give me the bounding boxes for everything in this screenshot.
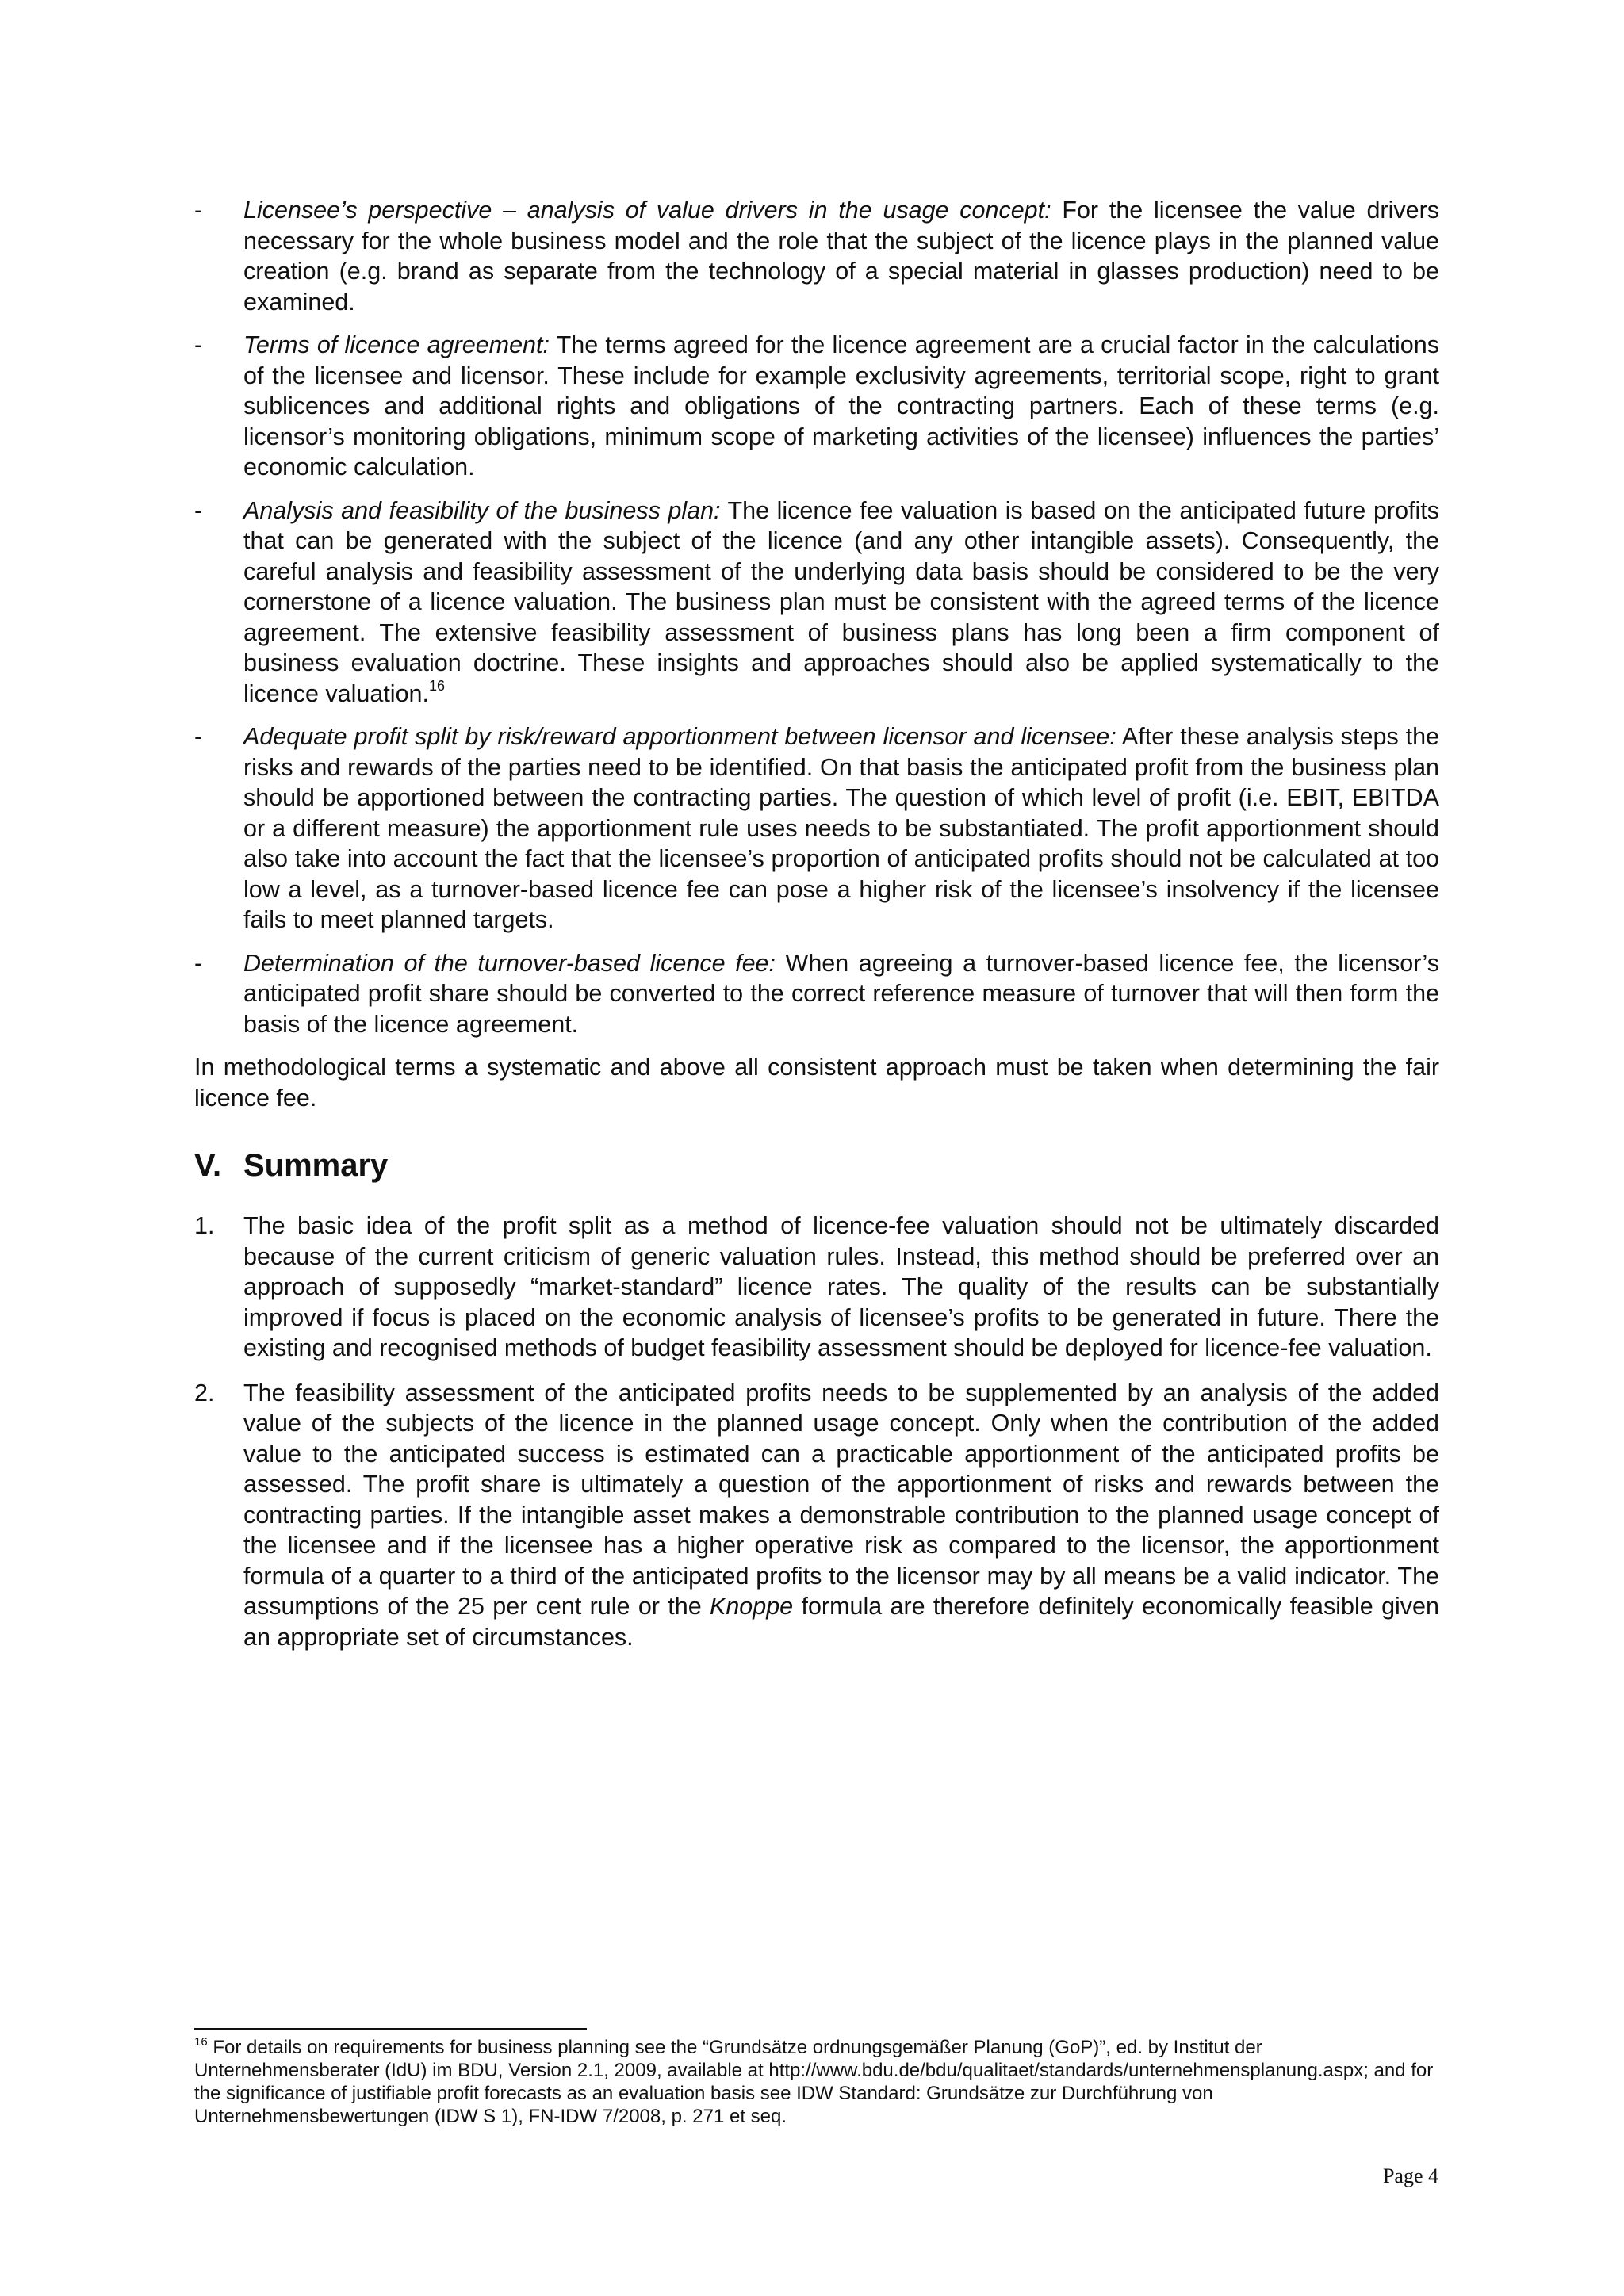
bullet-text: The licence fee valuation is based on the anticipated future profits that can be generated with the subject of the licence (and any other intangible assets). Consequently, the careful analysis and feasibility assessment of the underlying data basis should be considered to be the very cornerstone of a licence valuation. The business plan must be consistent with the agreed terms of the licence agreement. The extensive feasibility assessment of business plans has long been a firm component of business evaluation doctrine. These insights and approaches should also be applied systematically to the licence valuation. [243,496,1440,707]
footnote-separator [194,2028,587,2030]
bullet-text: After these analysis steps the risks and rewards of the parties need to be identified. On that basis the anticipated profit from the business plan should be apportioned between the contracting parties. The question of which level of profit (i.e. EBIT, EBITDA or a different measure) the apportionment rule uses needs to be substantiated. The profit apportionment should also take into account the fact that the licensee’s proportion of anticipated profits should not be calculated at too low a level, as a turnover-based licence fee can pose a higher risk of the licensee’s insolvency if the licensee fails to meet planned targets. [243,723,1439,933]
summary-item-text: The basic idea of the profit split as a method of licence-fee valuation should not be ultimately discarded because of the current criticism of generic valuation rules. Instead, this method should be preferred over an approach of supposedly “market-standard” licence rates. The quality of the results can be substantially improved if focus is placed on the economic analysis of licensee’s profits to be generated in future. There the existing and recognised methods of budget feasibility assessment should be deployed for licence-fee valuation. [243,1212,1439,1361]
footnote-reference[interactable]: 16 [428,677,446,694]
bullet-text: For the licensee the value drivers necessary for the whole business model and the role that the subject of the licence plays in the planned value creation (e.g. brand as separate from the technology of a special material in glasses production) need to be examined. [243,197,1439,316]
summary-item-italic: Knoppe [709,1593,794,1620]
bullet-marker: - [194,723,203,750]
bullet-lead: Licensee’s perspective – analysis of value drivers in the usage concept: [243,197,1051,224]
footnote [194,2036,1447,2128]
bullet-marker: - [194,197,203,224]
section-title: Summary [243,1148,389,1183]
bullet-lead: Determination of the turnover-based licence fee: [243,949,776,977]
bullet-marker: - [194,949,203,977]
page-content [194,195,1439,1667]
bullet-text: When agreeing a turnover-based licence fee, the licensor’s anticipated profit share should be converted to the correct reference measure of turnover that will then form the basis of the licence agreement. [243,949,1439,1038]
bullet-terms-of-agreement [194,330,1439,483]
bullet-turnover-fee [194,948,1439,1040]
bullet-lead: Adequate profit split by risk/reward apportionment between licensor and licensee: [243,723,1116,750]
summary-item-2 [194,1378,1439,1653]
bullet-profit-split [194,721,1439,936]
summary-item-text: The feasibility assessment of the anticipated profits needs to be supplemented by an analysis of the added value of the subjects of the licence in the planned usage concept. Only when the contribution of the added value to the anticipated success is estimated can a practicable apportionment of the anticipated profits be assessed. The profit share is ultimately a question of the apportionment of risks and rewards between the contracting parties. If the intangible asset makes a demonstrable contribution to the planned usage concept of the licensee and if the licensee has a higher operative risk as compared to the licensor, the apportionment formula of a quarter to a third of the anticipated profits to the licensor may by all means be a valid indicator. The assumptions of the 25 per cent rule or the [243,1379,1439,1620]
page-number: Page 4 [1382,2164,1438,2187]
summary-item-number: 1. [194,1212,215,1239]
summary-item-1 [194,1211,1439,1364]
bullet-business-plan [194,496,1439,710]
bullet-lead: Terms of licence agreement: [243,331,550,358]
closing-paragraph: In methodological terms a systematic and above all consistent approach must be taken when determining the fair licence fee. [194,1054,1439,1112]
summary-item-text-after: formula are therefore definitely economically feasible given an appropriate set of circumstances. [243,1593,1439,1651]
footnote-number: 16 [194,2035,208,2049]
footnote-text: For details on requirements for business planning see the “Grundsätze ordnungsgemäßer Planung (GoP)”, ed. by Institut der Unternehmensberater (IdU) im BDU, Version 2.1, 2009, available at http://www.bdu.de/bdu/qualitaet/standards/unternehmensplanung.aspx; and for the significance of justifiable profit forecasts as an evaluation basis see IDW Standard: Grundsätze zur Durchführung von Unternehmensbewertungen (IDW S 1), FN-IDW 7/2008, p. 271 et seq. [194,2037,1434,2127]
summary-item-number: 2. [194,1379,215,1406]
bullet-lead: Analysis and feasibility of the business plan: [243,496,721,524]
section-heading [194,1148,1439,1184]
bullet-marker: - [194,496,203,524]
bullet-licensee-perspective [194,195,1439,317]
section-number: V. [194,1148,222,1183]
bullet-text: The terms agreed for the licence agreement are a crucial factor in the calculations of the licensee and licensor. These include for example exclusivity agreements, territorial scope, right to grant sublicences and additional rights and obligations of the contracting partners. Each of these terms (e.g. licensor’s monitoring obligations, minimum scope of marketing activities of the licensee) influences the parties’ economic calculation. [243,331,1439,480]
bullet-marker: - [194,331,203,358]
